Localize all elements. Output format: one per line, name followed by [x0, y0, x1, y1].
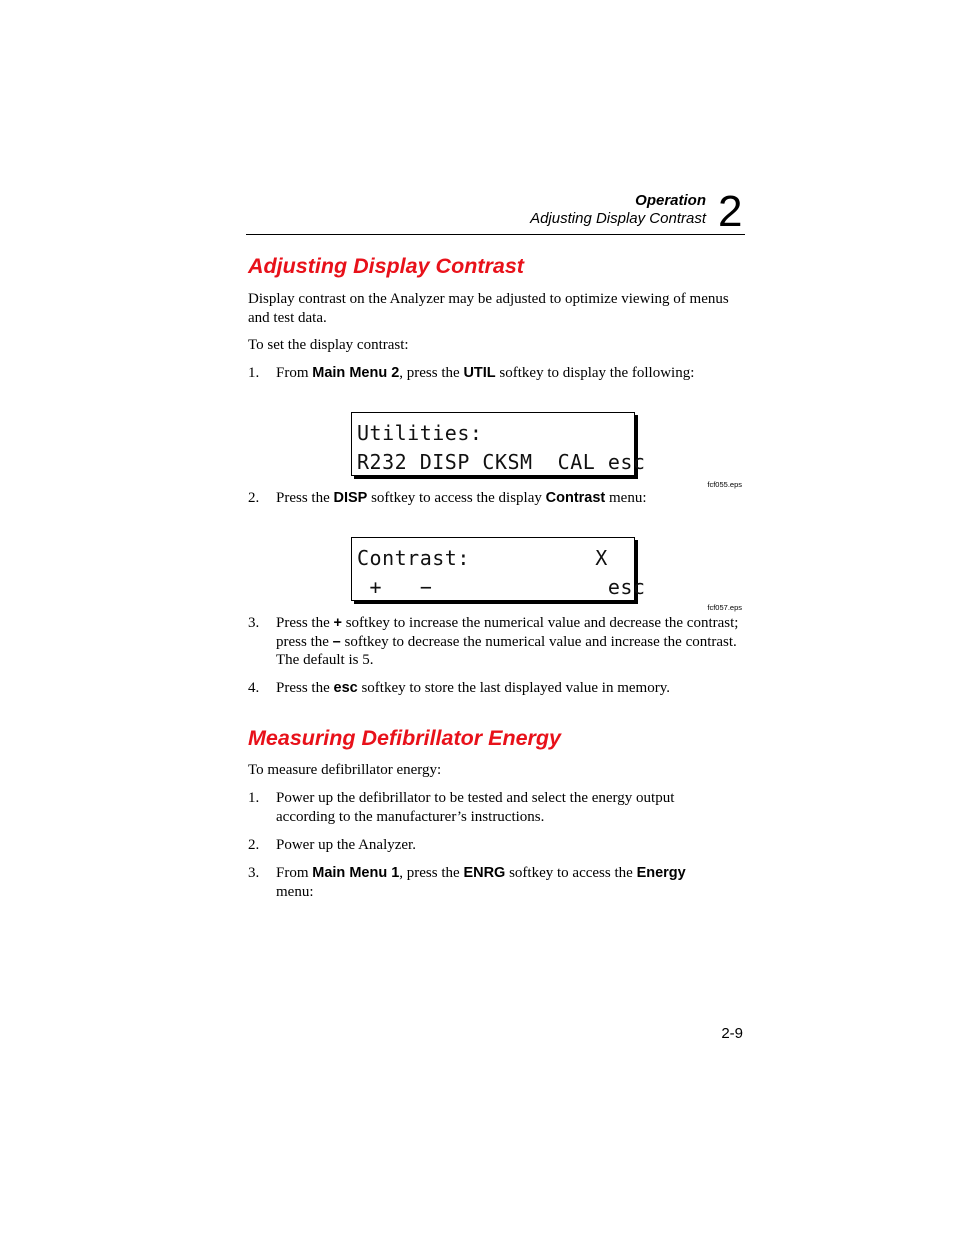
- lcd-line-1: Utilities:: [357, 421, 483, 445]
- step-3-text: [276, 864, 721, 901]
- header-rule: [246, 234, 745, 235]
- step-3-text: [276, 614, 744, 670]
- step-number: 4.: [248, 680, 260, 696]
- keyword-minus: –: [332, 633, 341, 650]
- keyword-energy: Energy: [636, 865, 686, 881]
- step-2-text: [276, 489, 744, 508]
- step-number: 3.: [248, 865, 260, 881]
- keyword-main-menu-1: Main Menu 1: [312, 865, 400, 881]
- chapter-number: 2: [718, 187, 743, 236]
- keyword-main-menu-2: Main Menu 2: [312, 365, 400, 381]
- step-number: 1.: [248, 790, 260, 806]
- text-run: softkey to store the last displayed value in memory.: [357, 680, 670, 696]
- keyword-enrg: ENRG: [463, 865, 506, 881]
- lead-paragraph: To set the display contrast:: [248, 337, 409, 353]
- running-header-section: Operation: [635, 192, 706, 209]
- step-number: 1.: [248, 365, 260, 381]
- step-number: 3.: [248, 615, 260, 631]
- text-run: From: [276, 365, 313, 381]
- keyword-util: UTIL: [463, 365, 496, 381]
- text-run: From: [276, 865, 313, 881]
- keyword-contrast: Contrast: [545, 490, 606, 506]
- step-4-text: [276, 679, 744, 698]
- step-number: 2.: [248, 837, 260, 853]
- step-2-text: Power up the Analyzer.: [276, 837, 416, 853]
- lcd-line-1: Contrast: X: [357, 546, 608, 570]
- lead-paragraph: To measure defibrillator energy:: [248, 762, 442, 778]
- step-number: 2.: [248, 490, 260, 506]
- text-run: softkey to increase the numerical value and decrease the contrast; press the: [276, 615, 739, 650]
- text-run: menu:: [276, 883, 314, 900]
- intro-paragraph: Display contrast on the Analyzer may be adjusted to optimize viewing of menus and test data.: [248, 291, 729, 326]
- text-run: softkey to access the display: [367, 490, 546, 506]
- page-number: 2-9: [721, 1025, 743, 1042]
- lcd-line-2: + − esc: [357, 575, 646, 599]
- figure-file-label: fcf057.eps: [707, 603, 742, 612]
- text-run: Press the: [276, 490, 334, 506]
- figure-file-label: fcf055.eps: [707, 480, 742, 489]
- step-1-text: Power up the defibrillator to be tested and select the energy output according to the manufacturer’s instructions.: [276, 790, 675, 825]
- step-1-text: [276, 364, 744, 383]
- text-run: Press the: [276, 615, 334, 631]
- section-heading-adjusting-contrast: Adjusting Display Contrast: [248, 254, 524, 278]
- keyword-plus: +: [333, 615, 342, 631]
- keyword-disp: DISP: [333, 490, 368, 506]
- lcd-line-2: R232 DISP CKSM CAL esc: [357, 450, 646, 474]
- lcd-contrast-screen: [351, 537, 646, 601]
- text-run: Press the: [276, 680, 334, 696]
- text-run: softkey to access the: [505, 865, 637, 881]
- text-run: , press the: [399, 365, 464, 381]
- text-run: softkey to decrease the numerical value and increase the contrast. The default is 5.: [276, 633, 737, 668]
- keyword-esc: esc: [333, 680, 358, 696]
- lcd-utilities-screen: [351, 412, 646, 476]
- running-header-topic: Adjusting Display Contrast: [530, 210, 706, 227]
- section-heading-measuring-energy: Measuring Defibrillator Energy: [248, 726, 562, 750]
- text-run: menu:: [605, 490, 647, 506]
- text-run: softkey to display the following:: [495, 365, 695, 381]
- text-run: , press the: [399, 865, 464, 881]
